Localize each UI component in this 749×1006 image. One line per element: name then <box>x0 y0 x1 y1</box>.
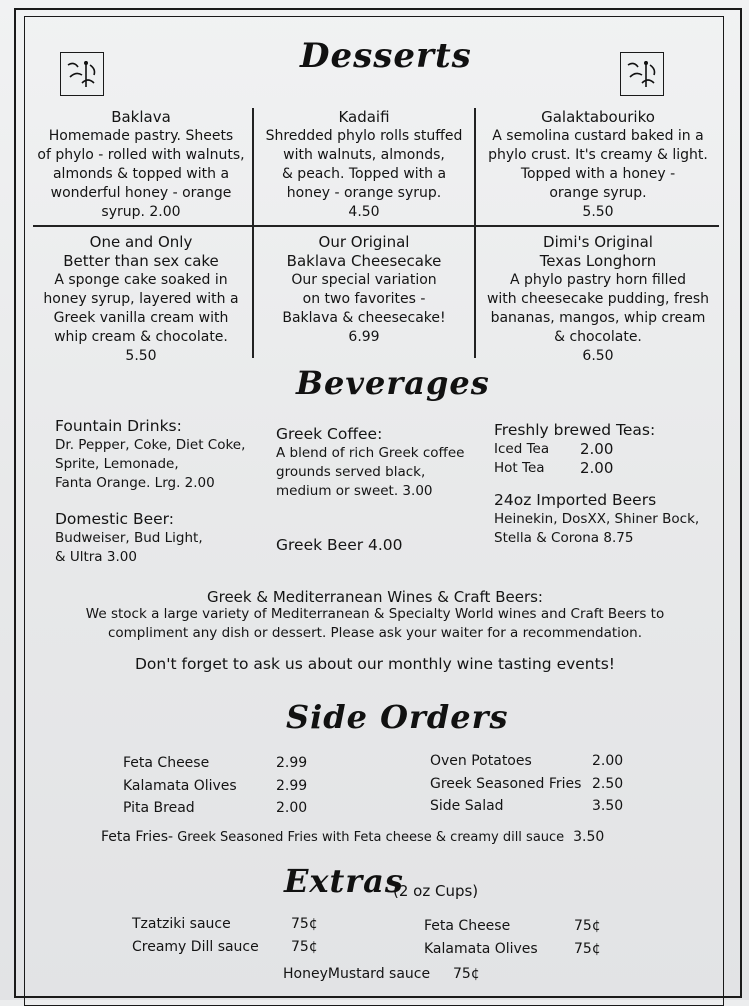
section-title: Freshly brewed Teas: <box>494 421 656 439</box>
desserts-heading: Desserts <box>300 36 472 76</box>
extras-note: (2 oz Cups) <box>393 882 479 900</box>
item-price: 2.99 <box>276 777 308 794</box>
extras-right <box>424 915 601 960</box>
dessert-name: Galaktabouriko <box>541 108 655 126</box>
item-name: Greek Seasoned Fries <box>430 775 582 792</box>
dessert-line: orange syrup. <box>549 185 647 201</box>
dessert-line: 5.50 <box>125 348 157 364</box>
dessert-item-galaktabouriko <box>476 108 720 222</box>
item-price: 3.50 <box>573 829 605 845</box>
item-price: 75¢ <box>574 940 601 957</box>
dessert-item-baklava <box>30 108 252 222</box>
fountain-drinks <box>55 417 245 493</box>
item-name: Feta Cheese <box>424 918 511 934</box>
section-title: Domestic Beer: <box>55 510 174 528</box>
item-name: Kalamata Olives <box>424 940 538 957</box>
list-item <box>132 936 318 959</box>
item-description: Greek Seasoned Fries with Feta cheese & creamy dill sauce <box>173 830 565 845</box>
dessert-line: A semolina custard baked in a <box>492 128 704 144</box>
dessert-line: Baklava Cheesecake <box>286 252 442 270</box>
list-item <box>424 915 601 938</box>
item-name: Kalamata Olives <box>123 777 237 794</box>
section-title: 24oz Imported Beers <box>494 491 657 509</box>
dessert-name: Dimi's Original <box>543 233 653 251</box>
item-price: 75¢ <box>453 966 480 982</box>
item-line: Budweiser, Bud Light, <box>55 530 203 546</box>
list-item <box>430 750 623 773</box>
dessert-line: of phylo - rolled with walnuts, <box>37 147 245 163</box>
tea-row <box>494 459 655 478</box>
item-price: 2.00 <box>580 459 614 477</box>
side-orders-heading: Side Orders <box>286 698 509 736</box>
item-price: 2.50 <box>592 775 624 792</box>
item-line: grounds served black, <box>276 464 426 480</box>
dessert-line: Texas Longhorn <box>539 252 657 270</box>
extras-heading: Extras <box>284 862 404 900</box>
item-name: Side Salad <box>430 798 504 814</box>
dessert-line: Better than sex cake <box>63 252 219 270</box>
dimi-logo-icon <box>624 57 660 91</box>
section-title: Greek Coffee: <box>276 425 383 443</box>
dessert-line: bananas, mangos, whip cream <box>490 310 706 326</box>
wines-title: Greek & Mediterranean Wines & Craft Beers: <box>206 588 543 606</box>
list-item <box>430 795 623 818</box>
dessert-line: almonds & topped with a <box>52 166 230 182</box>
item-price: 3.50 <box>592 798 624 814</box>
wine-tasting-note: Don't forget to ask us about our monthly wine tasting events! <box>134 655 615 673</box>
feta-fries <box>101 829 604 845</box>
list-item <box>123 775 307 798</box>
honey-mustard-item <box>283 966 480 982</box>
item-line: Stella & Corona 8.75 <box>494 530 634 546</box>
greek-coffee <box>276 425 464 501</box>
dessert-line: Shredded phylo rolls stuffed <box>265 128 463 144</box>
item-line: Heinekin, DosXX, Shiner Bock, <box>494 511 700 527</box>
item-price: 75¢ <box>291 916 318 932</box>
dessert-line: honey - orange syrup. <box>286 185 442 201</box>
item-price: 2.99 <box>276 755 308 771</box>
beverages-heading: Beverages <box>296 364 490 402</box>
dessert-line: with cheesecake pudding, fresh <box>486 291 710 307</box>
item-name: Iced Tea <box>494 441 550 457</box>
dessert-name: Our Original <box>318 233 410 251</box>
dessert-line: 4.50 <box>348 204 380 220</box>
item-name: Pita Bread <box>123 800 195 816</box>
dessert-line: A sponge cake soaked in <box>54 272 228 288</box>
item-price: 2.00 <box>592 753 624 769</box>
item-price: 2.00 <box>276 800 308 816</box>
dessert-line: phylo crust. It's creamy & light. <box>488 147 708 163</box>
dessert-line: A phylo pastry horn filled <box>509 272 687 288</box>
item-line: Sprite, Lemonade, <box>55 456 179 472</box>
imported-beers <box>494 491 699 548</box>
dessert-item-kadaifi <box>254 108 474 222</box>
dessert-line: & peach. Topped with a <box>281 166 447 182</box>
dessert-line: Greek vanilla cream with <box>53 310 229 326</box>
dimi-logo-icon <box>64 57 100 91</box>
item-name: Feta Cheese <box>123 755 210 771</box>
list-item <box>132 913 318 936</box>
dessert-name: Baklava <box>111 108 171 126</box>
item-line: medium or sweet. 3.00 <box>276 483 433 499</box>
side-orders-right <box>430 750 623 818</box>
dessert-line: Baklava & cheesecake! <box>282 310 446 326</box>
list-item <box>123 797 307 820</box>
item-name: Feta Fries- <box>101 829 174 845</box>
wines-description <box>30 605 720 643</box>
item-name: Tzatziki sauce <box>132 916 231 932</box>
list-item <box>424 938 601 961</box>
item-price: 2.00 <box>580 440 614 458</box>
dessert-grid-divider <box>33 225 719 227</box>
section-title: Fountain Drinks: <box>55 417 182 435</box>
dessert-line: wonderful honey - orange <box>50 185 232 201</box>
extras-left <box>132 913 318 958</box>
dessert-item-texas-longhorn <box>476 233 720 366</box>
dessert-line: Homemade pastry. Sheets <box>48 128 234 144</box>
dessert-line: Our special variation <box>291 272 437 288</box>
item-line: A blend of rich Greek coffee <box>276 445 465 461</box>
dessert-item-baklava-cheesecake <box>254 233 474 347</box>
wine-line: We stock a large variety of Mediterranean & Specialty World wines and Craft Beers to <box>85 606 665 622</box>
dessert-line: 6.50 <box>582 348 614 364</box>
logo-box-left <box>60 52 104 96</box>
dessert-item-one-and-only <box>30 233 252 366</box>
dessert-line: whip cream & chocolate. <box>54 329 228 345</box>
greek-beer: Greek Beer 4.00 <box>276 536 403 554</box>
dessert-line: Topped with a honey - <box>520 166 676 182</box>
item-name: Creamy Dill sauce <box>132 938 259 955</box>
item-name: HoneyMustard sauce <box>283 966 431 982</box>
item-line: Dr. Pepper, Coke, Diet Coke, <box>55 437 246 453</box>
item-price: 75¢ <box>574 918 601 934</box>
dessert-name: One and Only <box>89 233 193 251</box>
item-line: Fanta Orange. Lrg. 2.00 <box>55 475 215 491</box>
wine-line: compliment any dish or dessert. Please ask your waiter for a recommendation. <box>107 625 643 641</box>
list-item <box>123 752 307 775</box>
dessert-line: 6.99 <box>348 329 380 345</box>
logo-box-right <box>620 52 664 96</box>
domestic-beer <box>55 510 203 567</box>
item-name: Oven Potatoes <box>430 753 532 769</box>
dessert-line: on two favorites - <box>302 291 426 307</box>
side-orders-left <box>123 752 307 820</box>
teas <box>494 421 655 478</box>
item-line: & Ultra 3.00 <box>55 549 137 565</box>
dessert-line: syrup. 2.00 <box>101 204 181 220</box>
dessert-line: honey syrup, layered with a <box>43 291 239 307</box>
dessert-line: with walnuts, almonds, <box>283 147 445 163</box>
item-name: Hot Tea <box>494 460 545 476</box>
dessert-line: & chocolate. <box>554 329 642 345</box>
dessert-line: 5.50 <box>582 204 614 220</box>
tea-row <box>494 440 655 459</box>
item-price: 75¢ <box>291 938 318 955</box>
dessert-name: Kadaifi <box>338 108 390 126</box>
list-item <box>430 773 623 796</box>
